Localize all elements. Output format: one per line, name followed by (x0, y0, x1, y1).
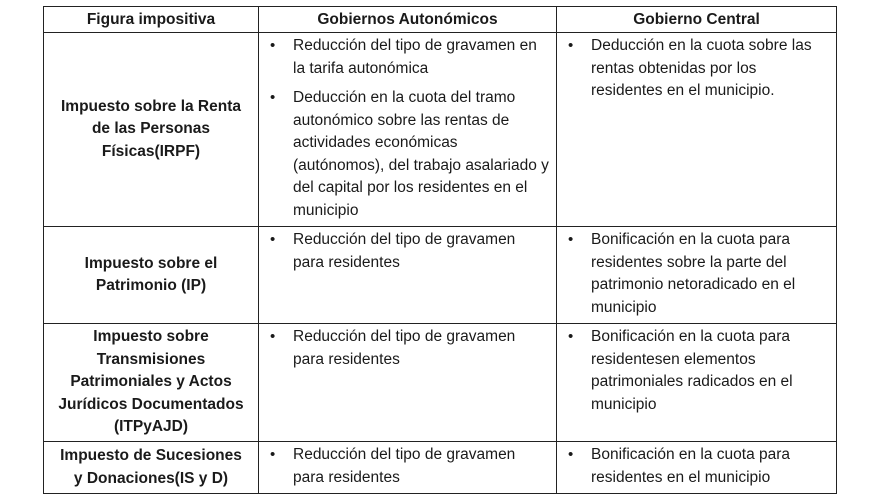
header-figura: Figura impositiva (44, 7, 259, 33)
list-item: • Reducción del tipo de gravamen en la tarifa autonómica (265, 35, 550, 80)
list-item: • Reducción del tipo de gravamen para residentes (265, 326, 550, 371)
header-row (44, 7, 837, 33)
list-item: • Bonificación en la cuota para residentesen elementos patrimoniales radicados en el municipio (563, 326, 830, 416)
bullet-list (557, 227, 836, 323)
central-cell (557, 324, 837, 442)
header-gobierno-central: Gobierno Central (557, 7, 837, 33)
autonomicos-cell (259, 33, 557, 227)
figura-cell: Impuesto sobre Transmisiones Patrimoniales y Actos Jurídicos Documentados (ITPyAJD) (44, 324, 259, 442)
table-row-isd (44, 442, 837, 494)
header-gobiernos-autonomicos: Gobiernos Autonómicos (259, 7, 557, 33)
autonomicos-cell (259, 324, 557, 442)
figura-cell: Impuesto sobre el Patrimonio (IP) (44, 227, 259, 324)
central-cell (557, 227, 837, 324)
figura-cell: Impuesto sobre la Renta de las Personas Físicas(IRPF) (44, 33, 259, 227)
autonomicos-cell (259, 227, 557, 324)
table-row-itpajd (44, 324, 837, 442)
bullet-list (557, 442, 836, 493)
bullet-list (557, 324, 836, 420)
figura-cell: Impuesto de Sucesiones y Donaciones(IS y D) (44, 442, 259, 494)
table-row-ip (44, 227, 837, 324)
bullet-list (259, 227, 556, 278)
central-cell (557, 442, 837, 494)
central-cell (557, 33, 837, 227)
bullet-list (259, 324, 556, 375)
table-row-irpf (44, 33, 837, 227)
list-item: • Bonificación en la cuota para residentes en el municipio (563, 444, 830, 489)
bullet-list (557, 33, 836, 107)
bullet-list (259, 33, 556, 226)
tax-measures-table (43, 6, 837, 494)
list-item: • Deducción en la cuota sobre las rentas obtenidas por los residentes en el municipio. (563, 35, 830, 103)
bullet-list (259, 442, 556, 493)
list-item: • Reducción del tipo de gravamen para residentes (265, 229, 550, 274)
list-item: • Reducción del tipo de gravamen para residentes (265, 444, 550, 489)
autonomicos-cell (259, 442, 557, 494)
list-item: • Deducción en la cuota del tramo autonómico sobre las rentas de actividades económicas (autónomos), del trabajo asalariado y del capital por los residentes en el municipio (265, 87, 550, 222)
list-item: • Bonificación en la cuota para residentes sobre la parte del patrimonio netoradicado en el municipio (563, 229, 830, 319)
